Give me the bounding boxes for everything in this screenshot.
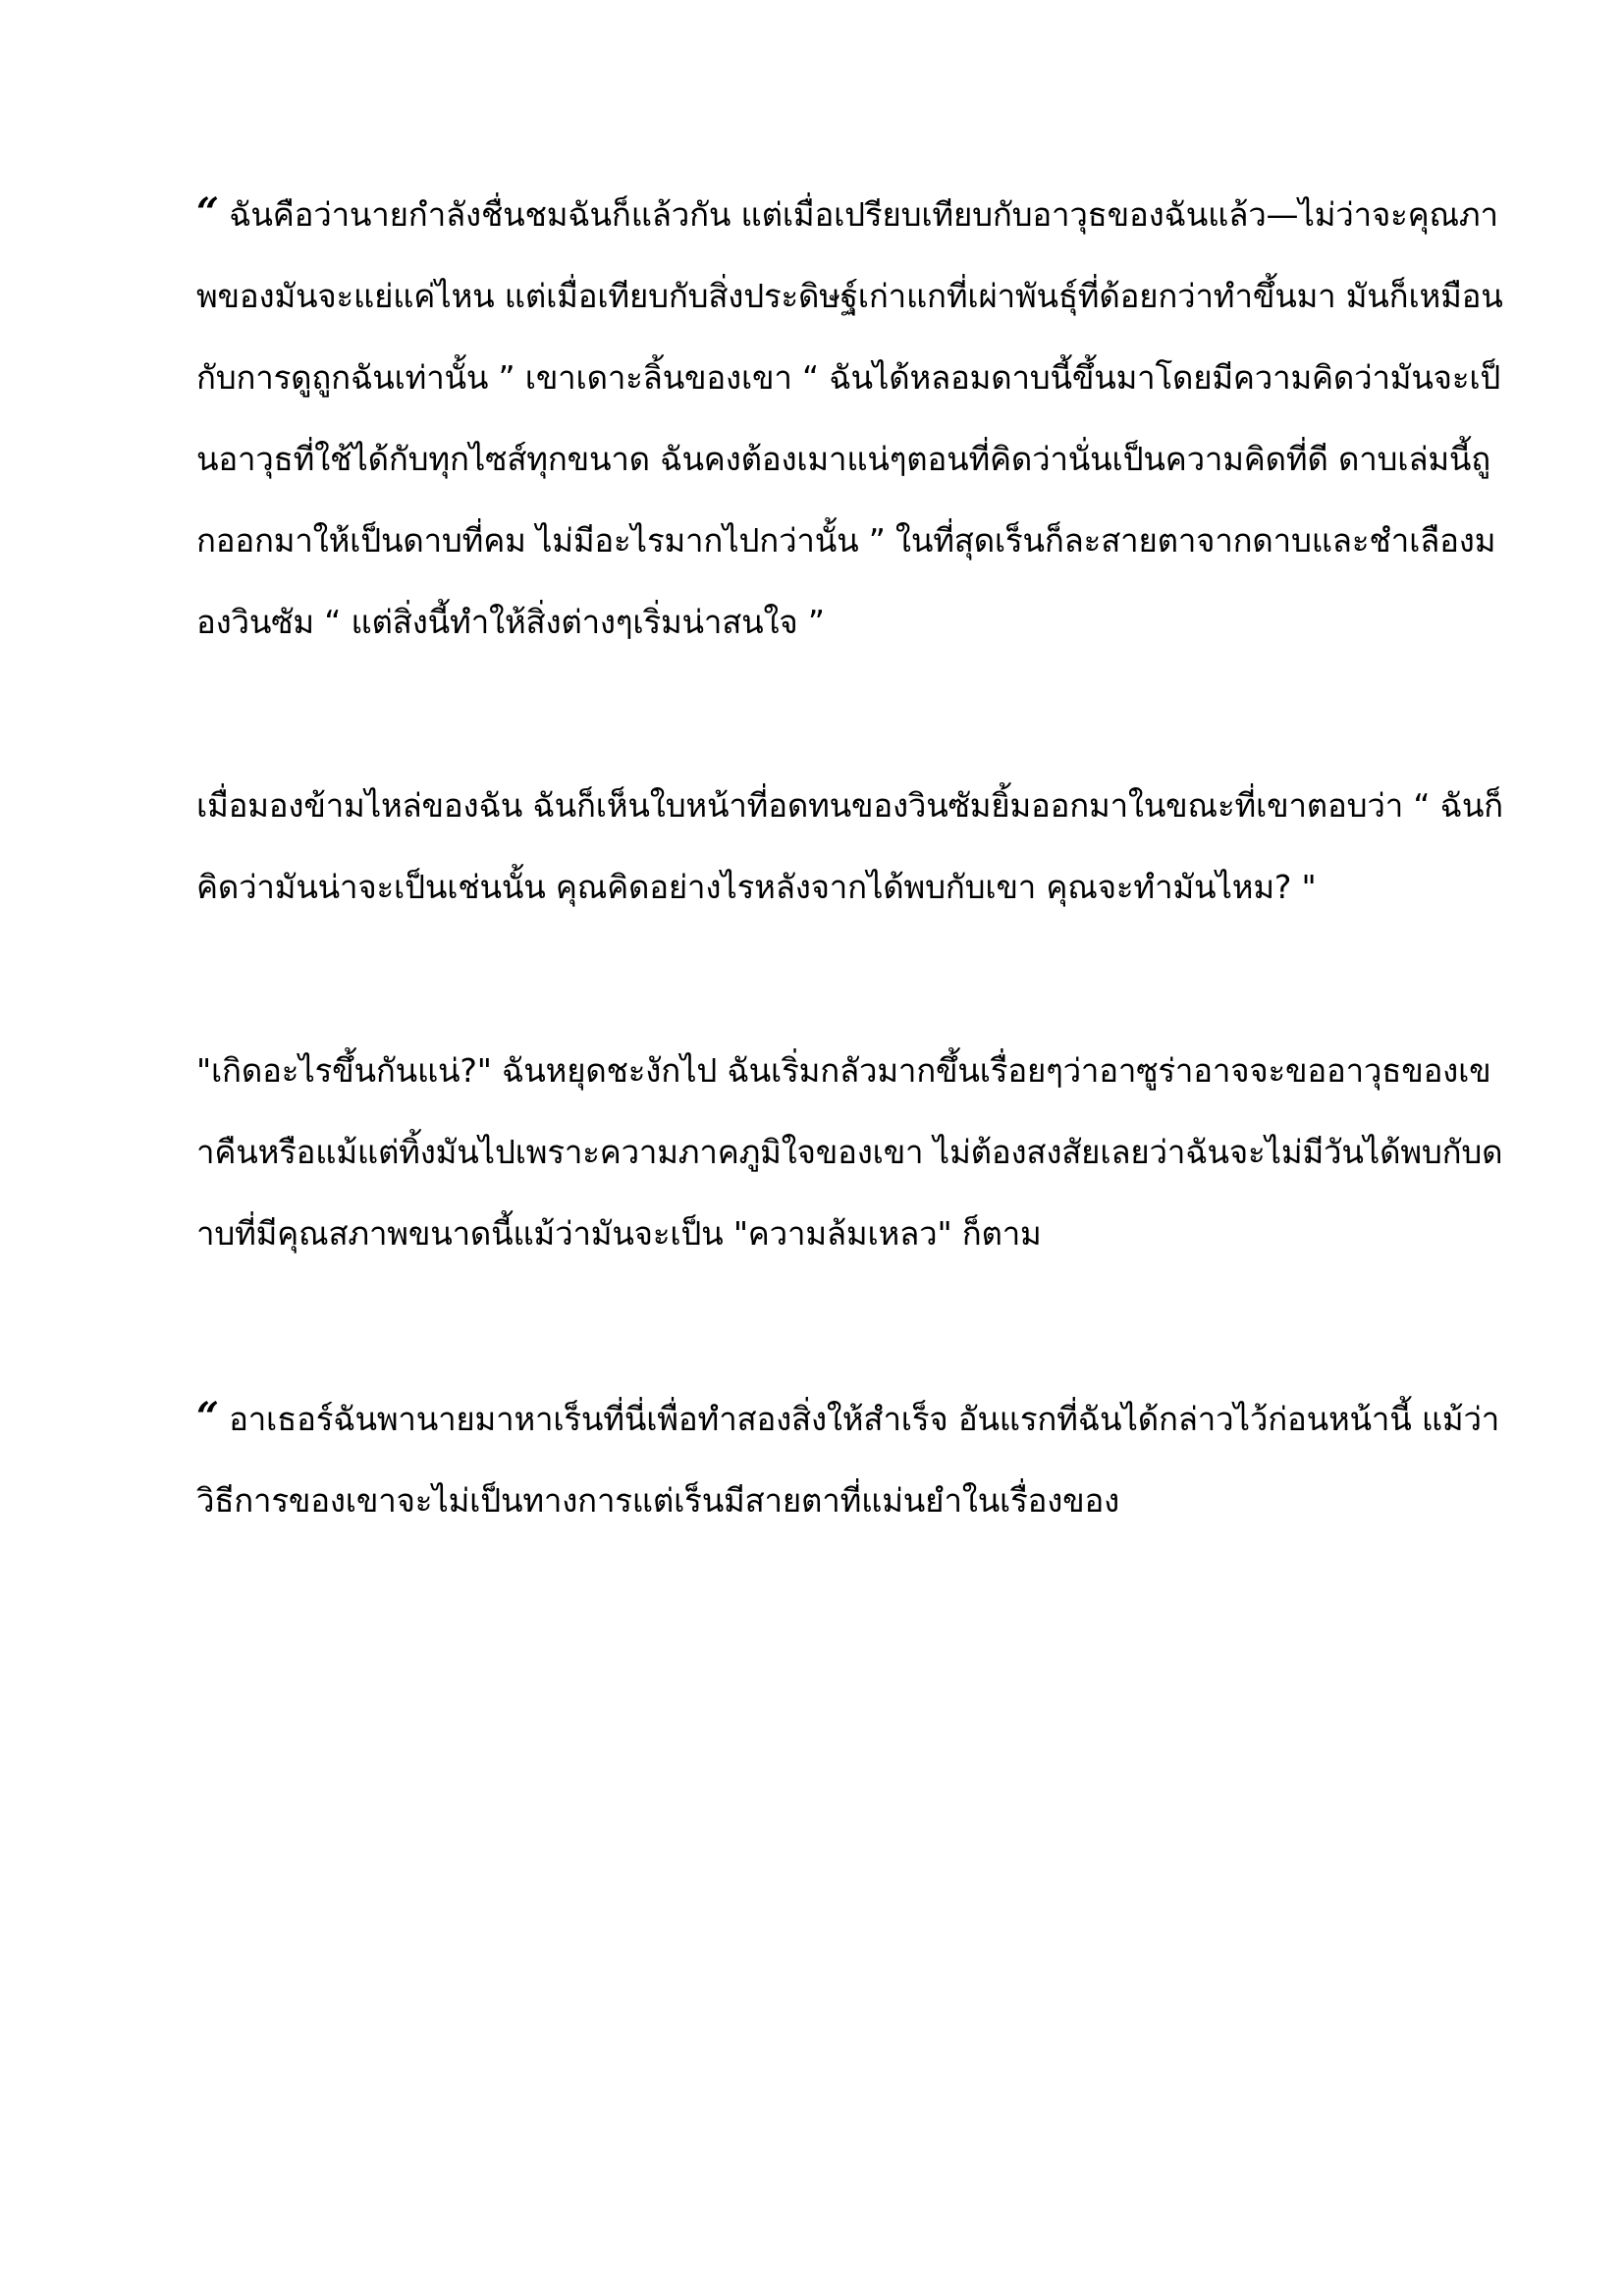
paragraph-3-text: "เกิดอะไรขึ้นกันแน่?" ฉันหยุดชะงักไป ฉันเริ่มกลัวมากขึ้นเรื่อยๆว่าอาซูร่าอาจจะขออาวุธของเขาคืนหรือแม้แต่ทิ้งมันไปเพราะความภาคภูมิใจของเขา ไม่ต้องสงสัยเลยว่าฉันจะไม่มีวันได้พบกับดาบที่มีคุณสภาพขนาดนี้แม้ว่ามันจะเป็น "ความล้มเหลว" ก็ตาม <box>196 1051 1503 1253</box>
paragraph-4-text: อาเธอร์ฉันพานายมาหาเร็นที่นี่เพื่อทำสองสิ่งให้สำเร็จ อันแรกที่ฉันได้กล่าวไว้ก่อนหน้านี้ แม้ว่าวิธีการของเขาจะไม่เป็นทางการแต่เร็นมีสายตาที่แม่นยำในเรื่องของ <box>196 1400 1500 1520</box>
paragraph-2-text: เมื่อมองข้ามไหล่ของฉัน ฉันก็เห็นใบหน้าที่อดทนของวินซัมยิ้มออกมาในขณะที่เขาตอบว่า “ ฉันก็คิดว่ามันน่าจะเป็นเช่นนั้น คุณคิดอย่างไรหลังจากได้พบกับเขา คุณจะทำมันไหม? " <box>196 786 1503 906</box>
opening-quote-mark: “ <box>196 1394 219 1440</box>
paragraph-4 <box>196 1376 1506 1541</box>
paragraph-1 <box>196 172 1506 663</box>
opening-quote-mark: “ <box>196 189 219 236</box>
paragraph-1-text: ฉันคือว่านายกำลังชื่นชมฉันก็แล้วกัน แต่เมื่อเปรียบเทียบกับอาวุธของฉันแล้ว—ไม่ว่าจะคุณภาพของมันจะแย่แค่ไหน แต่เมื่อเทียบกับสิ่งประดิษฐ์เก่าแกที่เผ่าพันธุ์ที่ด้อยกว่าทำขึ้นมา มันก็เหมือนกับการดูถูกฉันเท่านั้น ” เขาเดาะลิ้นของเขา “ ฉันได้หลอมดาบนี้ขึ้นมาโดยมีความคิดว่ามันจะเป็นอาวุธที่ใช้ได้กับทุกไซส์ทุกขนาด ฉันคงต้องเมาแน่ๆตอนที่คิดว่านั่นเป็นความคิดที่ดี ดาบเล่มนี้ถูกออกมาให้เป็นดาบที่คม ไม่มีอะไรมากไปกว่านั้น ” ในที่สุดเร็นก็ละสายตาจากดาบและชำเลืองมองวินซัม “ แต่สิ่งนี้ทำให้สิ่งต่างๆเริ่มน่าสนใจ ” <box>196 195 1503 641</box>
paragraph-3 <box>196 1030 1506 1274</box>
paragraph-2 <box>196 765 1506 928</box>
